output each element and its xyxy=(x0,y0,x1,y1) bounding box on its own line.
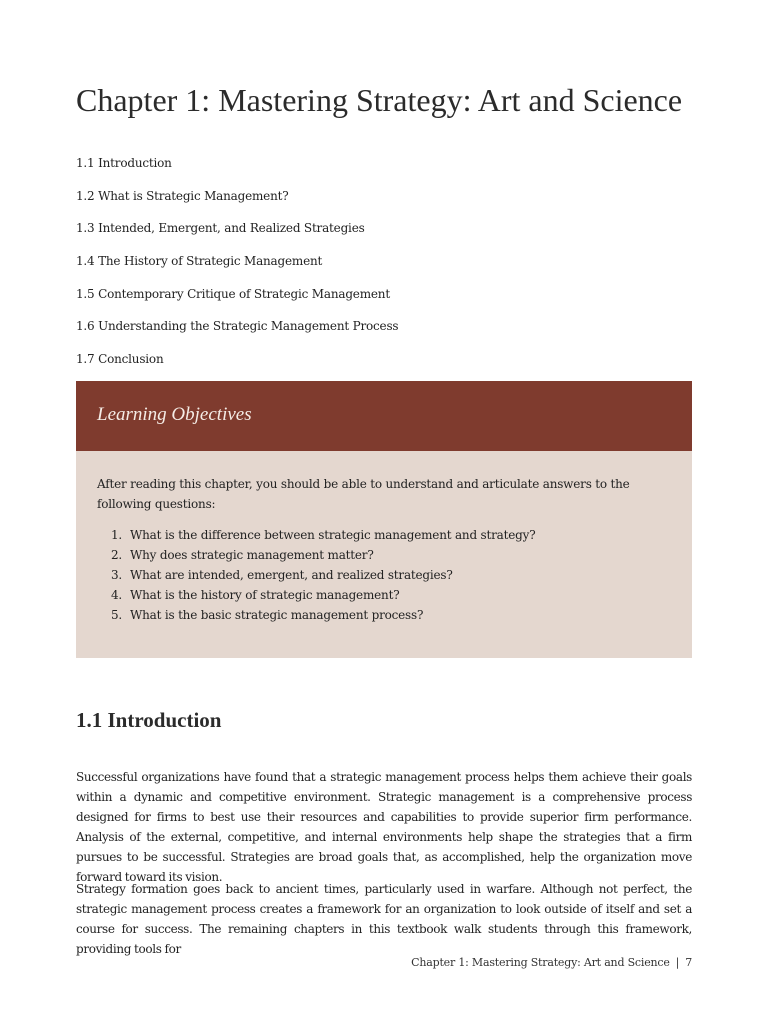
objective-item xyxy=(97,565,535,585)
objective-text: What is the history of strategic management? xyxy=(130,588,400,602)
learning-objectives-list xyxy=(97,525,535,625)
objective-text: What are intended, emergent, and realized strategies? xyxy=(130,568,453,582)
learning-objectives-box xyxy=(76,381,692,658)
objective-text: What is the difference between strategic management and strategy? xyxy=(130,528,536,542)
toc-item-intended-emergent-realized[interactable]: 1.3 Intended, Emergent, and Realized Strategies xyxy=(76,221,365,236)
objective-item xyxy=(97,585,535,605)
objective-item xyxy=(97,545,535,565)
page-number: 7 xyxy=(685,956,692,969)
footer-running-title: Chapter 1: Mastering Strategy: Art and Science xyxy=(411,956,670,969)
objective-number: 2. xyxy=(111,548,123,562)
page-footer xyxy=(411,954,692,972)
objective-item xyxy=(97,605,535,625)
objective-number: 1. xyxy=(111,528,123,542)
objective-number: 4. xyxy=(111,588,123,602)
objective-text: Why does strategic management matter? xyxy=(130,548,374,562)
objective-text: What is the basic strategic management process? xyxy=(130,608,424,622)
objective-number: 5. xyxy=(111,608,123,622)
footer-separator: | xyxy=(675,956,680,969)
learning-objectives-intro: After reading this chapter, you should be able to understand and articulate answers to the following questions: xyxy=(97,477,630,511)
toc-item-history[interactable]: 1.4 The History of Strategic Management xyxy=(76,254,323,269)
page-title: Chapter 1: Mastering Strategy: Art and Science xyxy=(76,82,683,118)
learning-objectives-title: Learning Objectives xyxy=(97,404,252,425)
objective-number: 3. xyxy=(111,568,123,582)
table-of-contents xyxy=(76,153,398,382)
toc-item-conclusion[interactable]: 1.7 Conclusion xyxy=(76,352,164,367)
toc-item-understanding-process[interactable]: 1.6 Understanding the Strategic Management Process xyxy=(76,319,399,334)
objective-item xyxy=(97,525,535,545)
section-heading-introduction: 1.1 Introduction xyxy=(76,708,222,732)
toc-item-what-is-strategic-management[interactable]: 1.2 What is Strategic Management? xyxy=(76,188,289,203)
toc-item-introduction[interactable]: 1.1 Introduction xyxy=(76,156,172,170)
body-paragraph: Successful organizations have found that a strategic management process helps them achieve their goals within a dynamic and competitive environment. Strategic management is a comprehensive process designed for firms to best use their resources and capabilities to provide superior firm performance. Analysis of the external, competitive, and internal environments help shape the strategies that a firm pursues to be successful. Strategies are broad goals that, as accomplished, help the organization move forward toward its vision. xyxy=(76,770,692,884)
toc-item-contemporary-critique[interactable]: 1.5 Contemporary Critique of Strategic Management xyxy=(76,286,390,301)
learning-objectives-header xyxy=(76,381,692,451)
body-paragraph: Strategy formation goes back to ancient times, particularly used in warfare. Although not perfect, the strategic management process creates a framework for an organization to look outside of itself and set a course for success. The remaining chapters in this textbook walk students through this framework, providing tools for xyxy=(76,882,692,956)
